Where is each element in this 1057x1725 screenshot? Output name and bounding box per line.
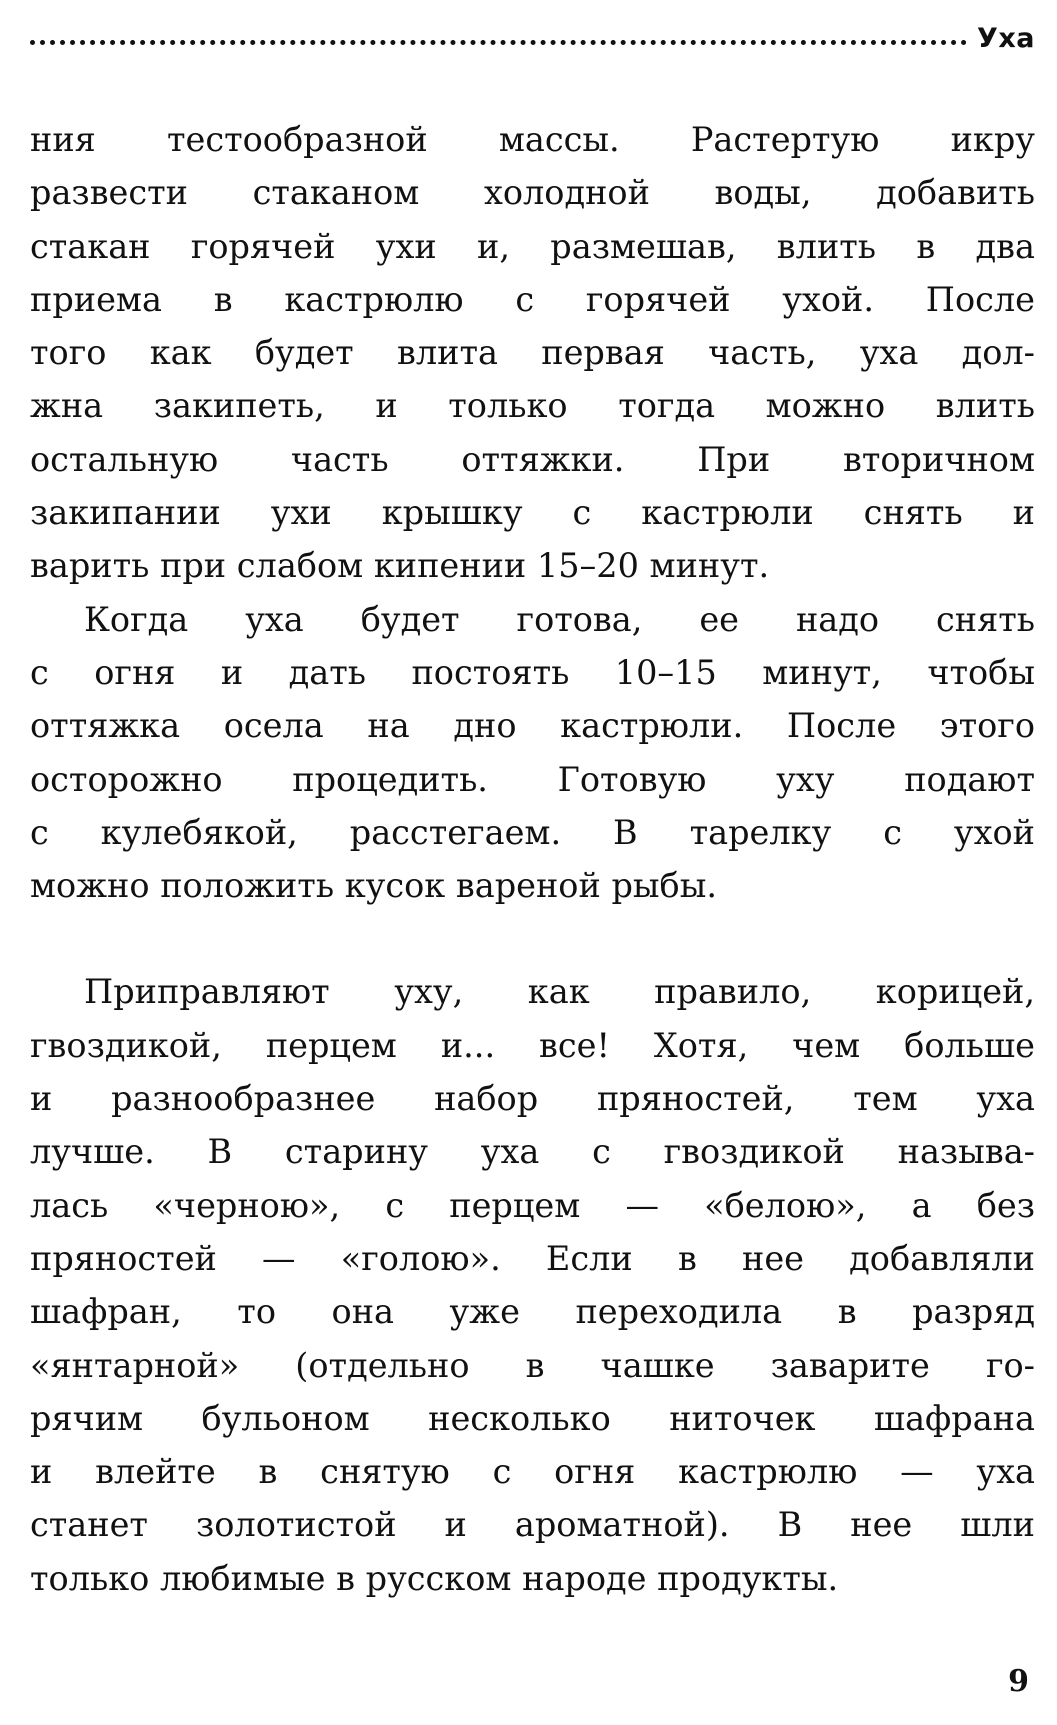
body-text (30, 113, 1035, 1605)
text-line: остальную часть оттяжки. При вторичном (30, 439, 1035, 479)
text-line: гвоздикой, перцем и... все! Хотя, чем больше (30, 1025, 1035, 1065)
text-line: станет золотистой и ароматной). В нее шли (30, 1505, 1035, 1545)
text-line: только любимые в русском народе продукты. (30, 1558, 839, 1598)
running-head-title: Уха (977, 22, 1035, 54)
text-line: рячим бульоном несколько ниточек шафрана (30, 1398, 1035, 1438)
paragraph-1 (30, 113, 1035, 593)
text-line: «янтарной» (отдельно в чашке заварите го- (30, 1345, 1035, 1385)
text-line: оттяжка осела на дно кастрюли. После этого (30, 706, 1035, 746)
text-line: пряностей — «голою». Если в нее добавляли (30, 1238, 1035, 1278)
text-line: того как будет влита первая часть, уха дол- (30, 333, 1035, 373)
text-line: Когда уха будет готова, ее надо снять (84, 599, 1035, 639)
text-line: шафран, то она уже переходила в разряд (30, 1292, 1035, 1332)
text-line: варить при слабом кипении 15–20 минут. (30, 546, 770, 586)
text-line: лась «черною», с перцем — «белою», а без (30, 1185, 1035, 1225)
page-number: 9 (1008, 1664, 1029, 1699)
text-line: Приправляют уху, как правило, корицей, (84, 972, 1035, 1012)
dotted-leader (30, 40, 967, 45)
text-line: стакан горячей ухи и, размешав, влить в два (30, 226, 1035, 266)
text-line: и влейте в снятую с огня кастрюлю — уха (30, 1452, 1035, 1492)
text-line: и разнообразнее набор пряностей, тем уха (30, 1079, 1035, 1119)
paragraph-gap (30, 912, 1035, 965)
text-line: лучше. В старину уха с гвоздикой называ- (30, 1132, 1035, 1172)
text-line: осторожно процедить. Готовую уху подают (30, 759, 1035, 799)
text-line: жна закипеть, и только тогда можно влить (30, 386, 1035, 426)
running-head (30, 18, 1035, 58)
text-line: ния тестообразной массы. Растертую икру (30, 120, 1035, 159)
text-line: с огня и дать постоять 10–15 минут, чтобы (30, 652, 1035, 692)
text-line: закипании ухи крышку с кастрюли снять и (30, 493, 1035, 533)
text-line: с кулебякой, расстегаем. В тарелку с ухой (30, 812, 1035, 852)
paragraph-2 (30, 593, 1035, 913)
text-line: можно положить кусок вареной рыбы. (30, 866, 718, 906)
text-line: развести стаканом холодной воды, добавить (30, 173, 1035, 213)
paragraph-3 (30, 965, 1035, 1605)
text-line: приема в кастрюлю с горячей ухой. После (30, 279, 1035, 319)
